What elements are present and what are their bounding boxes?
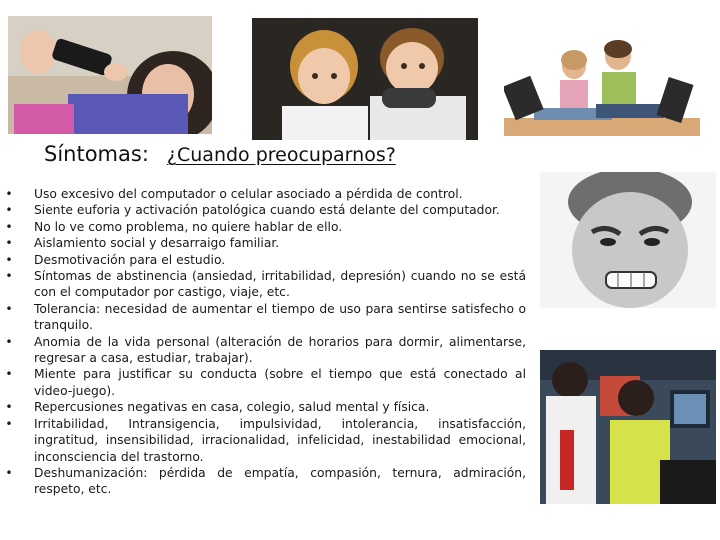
list-item-text: Anomia de la vida personal (alteración de horarios para dormir, alimentarse, regresar a casa, estudiar, trabajar).	[34, 334, 526, 366]
list-item-text: Irritabilidad, Intransigencia, impulsividad, intolerancia, insatisfacción, ingratitud, insensibilidad, irracionalidad, infelicidad, inestabilidad emocional, inconsciencia del trastorno.	[34, 416, 526, 464]
list-item	[4, 235, 526, 251]
list-item-text: Desmotivación para el estudio.	[34, 252, 226, 267]
list-item-text: Deshumanización: pérdida de empatía, compasión, ternura, admiración, respeto, etc.	[34, 465, 526, 497]
slide-title	[44, 142, 504, 172]
bullet-icon: •	[5, 465, 13, 480]
bullet-icon: •	[5, 400, 13, 415]
list-item	[4, 186, 526, 202]
bullet-icon: •	[5, 334, 13, 349]
title-symptoms: Síntomas:	[44, 142, 149, 166]
list-item	[4, 366, 526, 399]
list-item	[4, 301, 526, 334]
list-item	[4, 334, 526, 367]
list-item	[4, 399, 526, 415]
list-item	[4, 416, 526, 465]
photo-girl-with-phone	[8, 16, 212, 134]
list-item-text: Miente para justificar su conducta (sobre el tiempo que está conectado al video-juego).	[34, 367, 526, 398]
list-item	[4, 252, 526, 268]
bullet-icon: •	[5, 301, 13, 316]
bullet-icon: •	[5, 236, 13, 251]
bullet-icon: •	[5, 219, 13, 234]
bullet-icon: •	[5, 416, 13, 431]
bullet-icon: •	[5, 269, 13, 284]
list-item-text: Aislamiento social y desarraigo familiar.	[34, 236, 280, 251]
list-item-text: Tolerancia: necesidad de aumentar el tiempo de uso para sentirse satisfecho o tranquilo.	[34, 301, 526, 333]
bullet-icon: •	[5, 203, 13, 218]
photo-kids-at-computers	[540, 350, 716, 504]
symptoms-list	[4, 186, 526, 498]
list-item	[4, 268, 526, 301]
list-item-text: No lo ve como problema, no quiere hablar de ello.	[34, 219, 343, 234]
photo-kids-with-laptops	[504, 36, 700, 136]
list-item-text: Síntomas de abstinencia (ansiedad, irritabilidad, depresión) cuando no se está con el computador por castigo, viaje, etc.	[34, 269, 526, 300]
list-item-text: Siente euforia y activación patológica cuando está delante del computador.	[34, 203, 500, 218]
title-question: ¿Cuando preocuparnos?	[166, 144, 396, 166]
list-item-text: Uso excesivo del computador o celular asociado a pérdida de control.	[34, 187, 463, 201]
bullet-icon: •	[5, 252, 13, 267]
bullet-icon: •	[5, 187, 13, 201]
list-item	[4, 465, 526, 498]
photo-angry-boy	[540, 172, 716, 308]
list-item-text: Repercusiones negativas en casa, colegio, salud mental y física.	[34, 400, 430, 415]
list-item	[4, 202, 526, 218]
list-item	[4, 219, 526, 235]
bullet-icon: •	[5, 367, 13, 382]
photo-boys-with-game-controller	[252, 18, 478, 140]
